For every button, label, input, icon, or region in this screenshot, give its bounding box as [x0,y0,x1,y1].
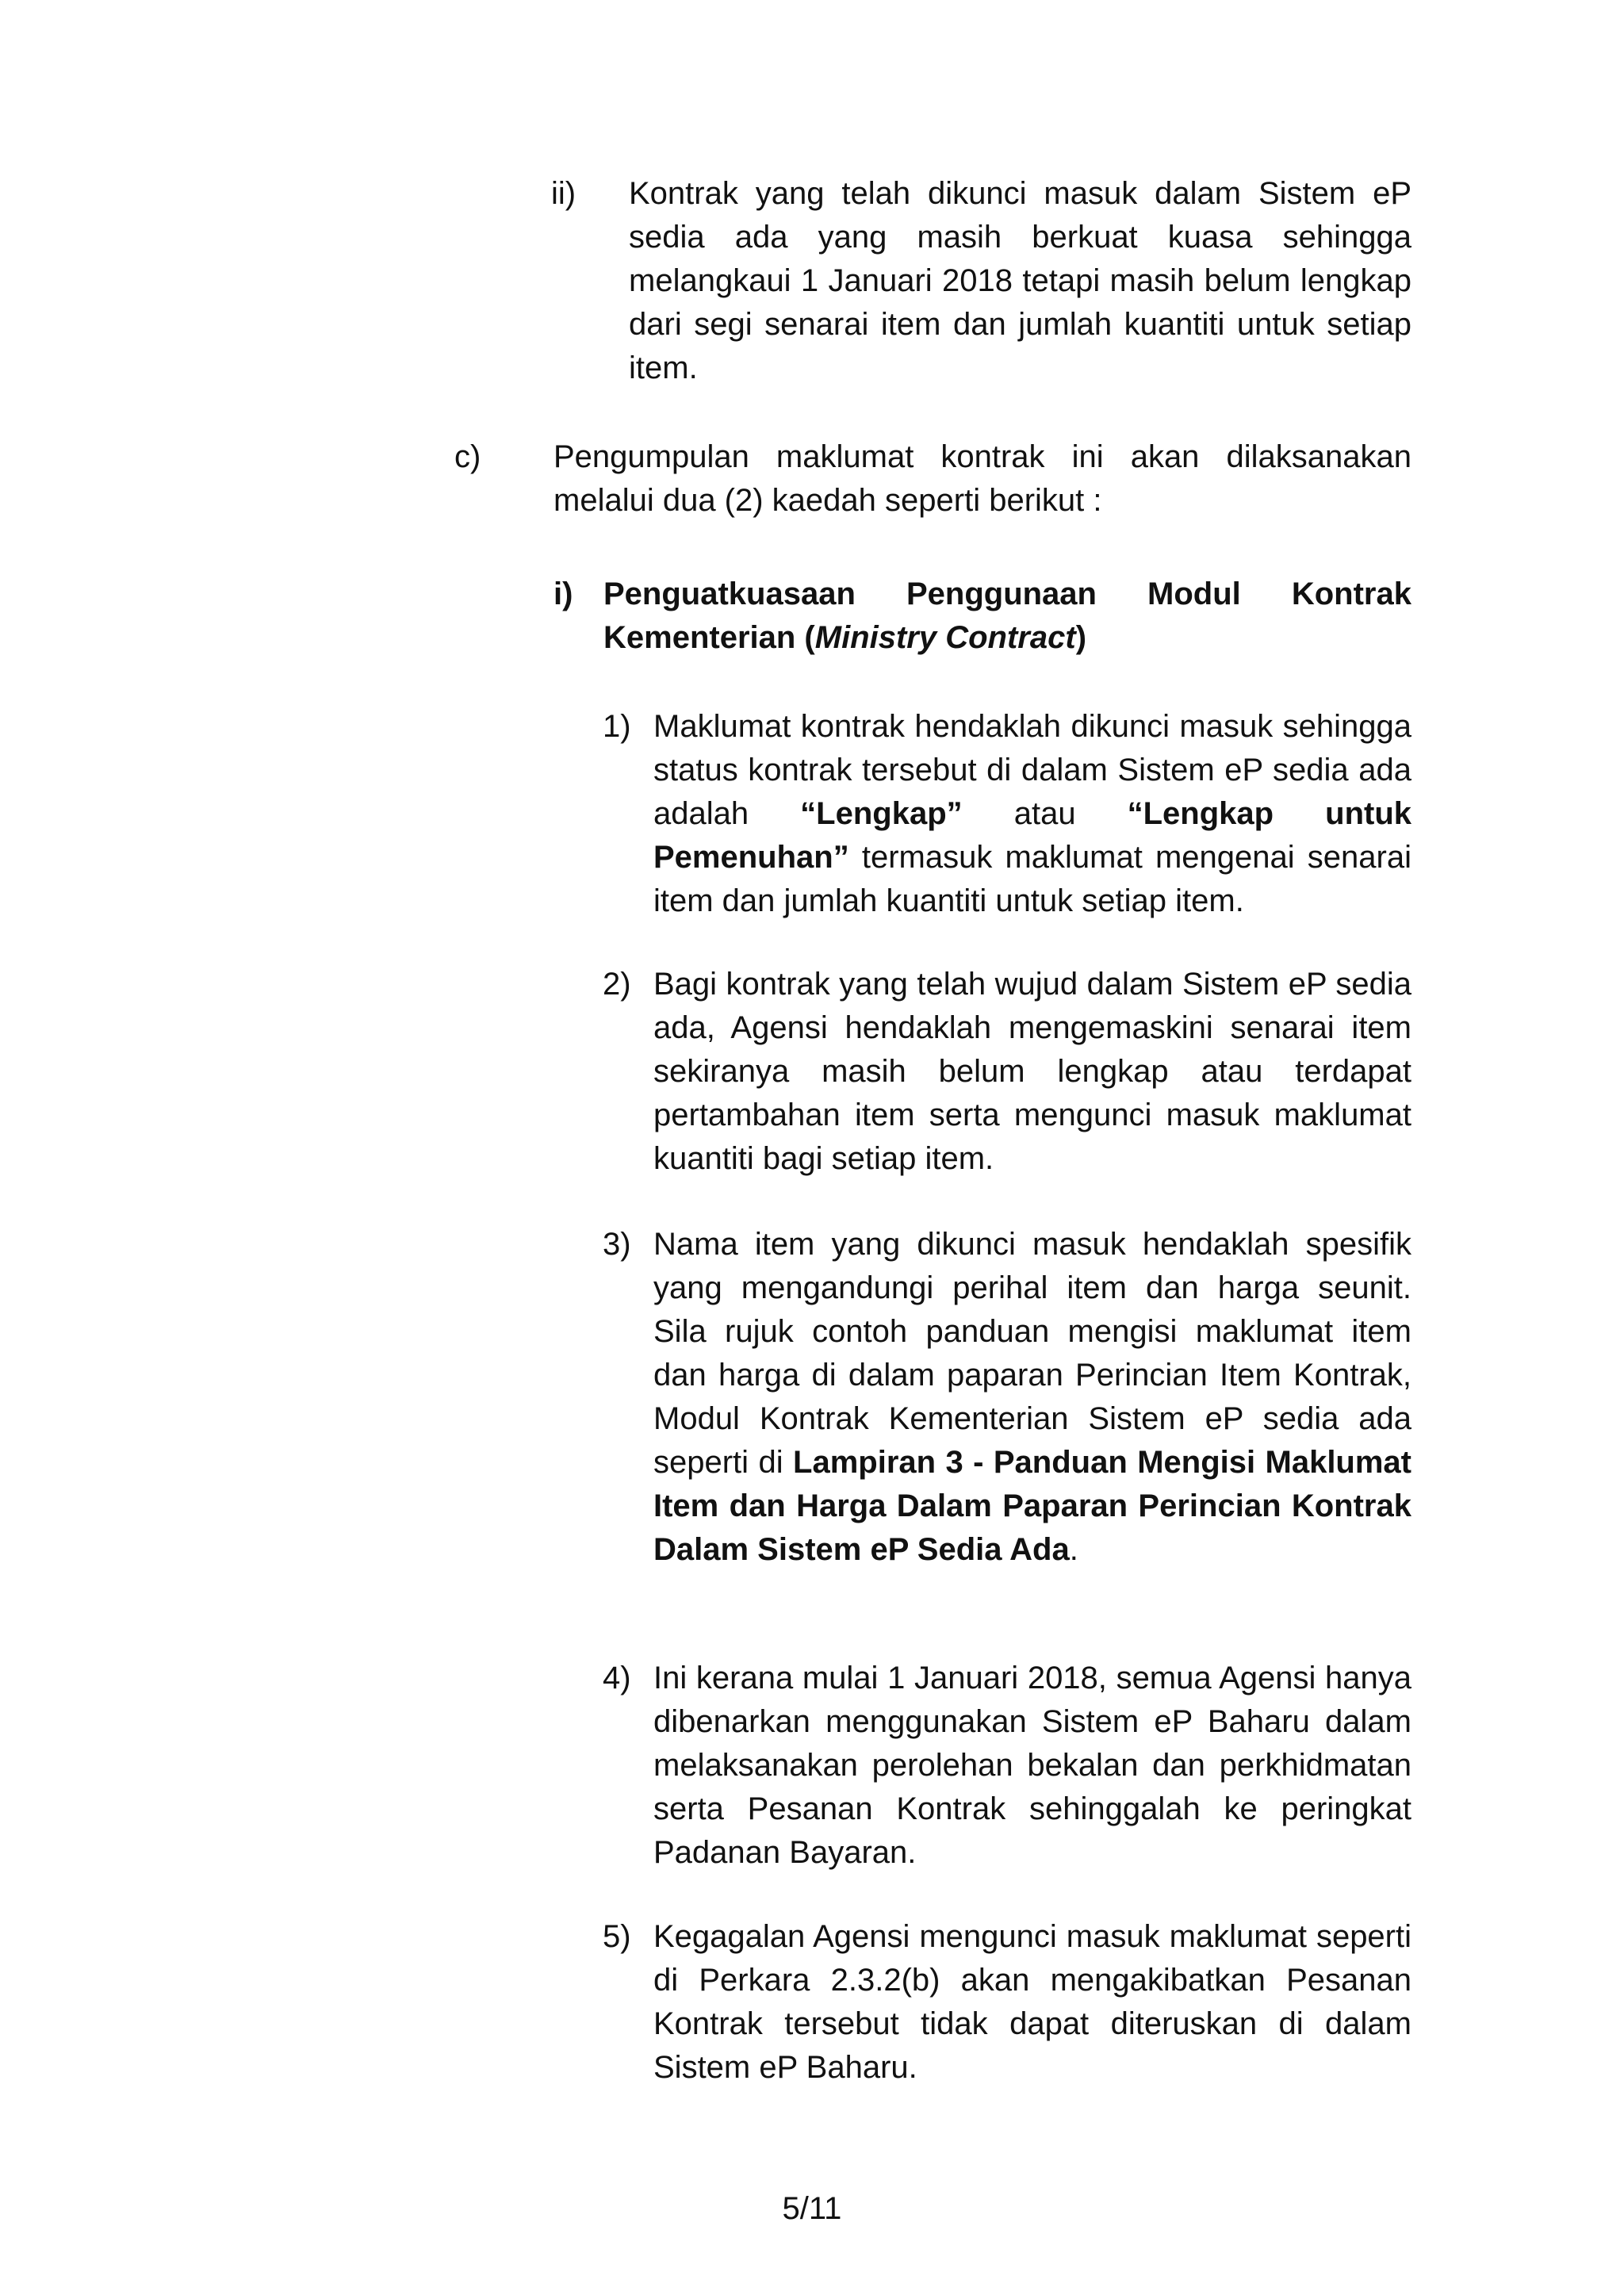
section-i-marker: i) [553,577,573,611]
point-3-marker: 3) [603,1227,631,1262]
point-4-text: Ini kerana mulai 1 Januari 2018, semua Agensi hanya dibenarkan menggunakan Sistem eP Baharu dalam melaksanakan perolehan bekalan dan perkhidmatan serta Pesanan Kontrak sehinggalah ke peringkat Padanan Bayaran. [653,1661,1411,1870]
section-i-heading [603,573,1411,660]
point-1-text-b: atau [962,796,1128,831]
section-i-heading-italic: Ministry Contract [814,620,1076,655]
point-1-bold-b: “Lengkap untuk Pemenuhan” [653,796,1411,875]
item-c-text: Pengumpulan maklumat kontrak ini akan dilaksanakan melalui dua (2) kaedah seperti berikut : [553,439,1411,518]
point-4-marker: 4) [603,1661,631,1695]
point-1-text-c: termasuk maklumat mengenai senarai item dan jumlah kuantiti untuk setiap item. [653,840,1411,918]
point-1-marker: 1) [603,709,631,744]
section-i-heading-part1: Penguatkuasaan Penggunaan Modul Kontrak Kementerian ( [603,577,1411,655]
point-3-bold: Lampiran 3 - Panduan Mengisi Maklumat Item dan Harga Dalam Paparan Perincian Kontrak Dalam Sistem eP Sedia Ada [653,1445,1412,1567]
point-3-text [653,1223,1411,1572]
point-5-marker: 5) [603,1919,631,1954]
page-number: 5/11 [782,2191,842,2226]
point-1-text-a: Maklumat kontrak hendaklah dikunci masuk sehingga status kontrak tersebut di dalam Sistem eP sedia ada adalah [653,709,1411,831]
item-c-marker: c) [454,439,481,474]
point-2-marker: 2) [603,967,631,1002]
item-ii-marker: ii) [551,176,576,211]
point-3-text-a: Nama item yang dikunci masuk hendaklah spesifik yang mengandungi perihal item dan harga seunit. Sila rujuk contoh panduan mengisi maklumat item dan harga di dalam paparan Perincian Item Kontrak, Modul Kontrak Kementerian Sistem eP sedia ada seperti di [653,1227,1411,1480]
item-ii-text: Kontrak yang telah dikunci masuk dalam Sistem eP sedia ada yang masih berkuat kuasa sehingga melangkaui 1 Januari 2018 tetapi masih belum lengkap dari segi senarai item dan jumlah kuantiti untuk setiap item. [629,176,1411,385]
section-i-heading-part2: ) [1075,620,1087,655]
point-1-text [653,705,1411,923]
point-1-bold-a: “Lengkap” [800,796,963,831]
point-2-text: Bagi kontrak yang telah wujud dalam Sistem eP sedia ada, Agensi hendaklah mengemaskini senarai item sekiranya masih belum lengkap atau terdapat pertambahan item serta mengunci masuk maklumat kuantiti bagi setiap item. [653,967,1411,1176]
point-5-text: Kegagalan Agensi mengunci masuk maklumat seperti di Perkara 2.3.2(b) akan mengakibatkan Pesanan Kontrak tersebut tidak dapat diteruskan di dalam Sistem eP Baharu. [653,1919,1411,2085]
point-3-text-b: . [1069,1532,1078,1567]
